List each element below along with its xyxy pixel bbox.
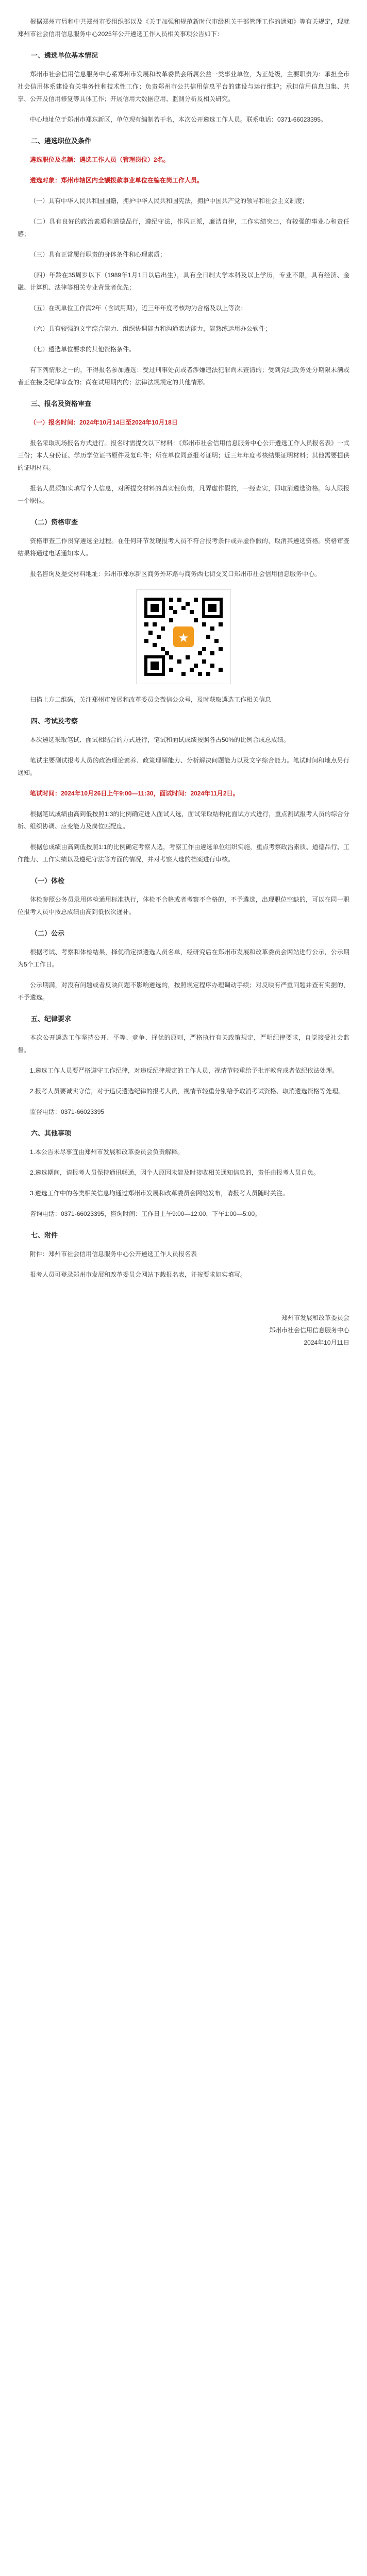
section-2-heading: 二、遴选职位及条件 — [31, 137, 92, 145]
section-3-subheading: （二）资格审查 — [31, 518, 78, 526]
section-3-paragraph: 报名采取现场报名方式进行。报名时需提交以下材料：《郑州市社会信用信息服务中心公开遴选工作人员报名表》一式三份；本人身份证、学历学位证书原件及复印件；所在单位同意报考证明；近三年年度考核结果证明材料；其他需要提供的证明材料。 — [18, 439, 349, 471]
section-2-paragraph: （四）年龄在35周岁以下（1989年1月1日以后出生），具有全日制大学本科及以上学历，专业不限，具有经济、金融、计算机、法律等相关专业背景者优先； — [18, 272, 349, 291]
section-5-paragraph: 本次公开遴选工作坚持公开、平等、竞争、择优的原则，严格执行有关政策规定，严明纪律要求，自觉接受社会监督。 — [18, 1034, 349, 1054]
signature-org: 郑州市社会信用信息服务中心 — [269, 1327, 349, 1334]
qr-wrapper — [18, 589, 349, 684]
section-5-paragraph: 2.报考人员要诚实守信，对于违反遴选纪律的报考人员，视情节轻重分别给予取消考试资格、取消遴选资格等处理。 — [30, 1088, 345, 1095]
section-5-heading: 五、纪律要求 — [31, 1015, 72, 1023]
section-3-paragraph: 报名咨询及提交材料地址：郑州市郑东新区商务外环路与商务西七街交叉口郑州市社会信用信息服务中心。 — [30, 570, 321, 578]
qr-code-graphic — [140, 594, 227, 680]
section-4-subheading: （一）体检 — [31, 877, 65, 885]
section-5-paragraph: 1.遴选工作人员要严格遵守工作纪律，对违反纪律规定的工作人员，视情节轻重给予批评教育或者依纪依法处理。 — [30, 1067, 339, 1074]
section-6-paragraph: 2.遴选期间，请报考人员保持通讯畅通，因个人原因未能及时接收相关通知信息的，责任由报考人员自负。 — [30, 1169, 320, 1176]
qr-caption: 扫描上方二维码，关注郑州市发展和改革委员会微信公众号，及时获取遴选工作相关信息 — [30, 696, 272, 703]
section-3-heading: 三、报名及资格审查 — [31, 400, 92, 408]
section-2-paragraph: （一）具有中华人民共和国国籍，拥护中华人民共和国宪法，拥护中国共产党的领导和社会主义制度； — [30, 197, 309, 205]
section-4-heading: 四、考试及考察 — [31, 717, 78, 725]
section-4-paragraph: 根据笔试成绩由高到低按照1:3的比例确定进入面试人选，面试采取结构化面试方式进行，重点测试报考人员的综合分析、组织协调、应变能力及岗位匹配度。 — [18, 810, 349, 830]
section-6-paragraph: 3.遴选工作中的各类相关信息均通过郑州市发展和改革委员会网站发布，请报考人员随时关注。 — [30, 1190, 289, 1197]
section-7-paragraph: 附件：郑州市社会信用信息服务中心公开遴选工作人员报名表 — [30, 1250, 197, 1258]
section-1-paragraph: 郑州市社会信用信息服务中心系郑州市发展和改革委员会所属公益一类事业单位，为正处级，主要职责为：承担全市社会信用体系建设有关事务性和技术性工作；负责郑州市公共信用信息平台的建设与运行维护；承担信用信息归集、共享、公开及信用修复等具体工作；开展信用大数据应用、监测分析及相关研究。 — [18, 71, 349, 103]
section-2-paragraph: （七）遴选单位要求的其他资格条件。 — [30, 346, 136, 353]
section-4-paragraph: 根据考试、考察和体检结果，择优确定拟遴选人员名单，经研究后在郑州市发展和改革委员会网站进行公示，公示期为5个工作日。 — [18, 948, 349, 968]
section-4-highlight: 笔试时间：2024年10月26日上午9:00—11:30，面试时间：2024年11月2日。 — [30, 790, 239, 797]
signature-block — [18, 1312, 349, 1349]
section-6-heading: 六、其他事项 — [31, 1129, 72, 1137]
section-7-paragraph: 报考人员可登录郑州市发展和改革委员会网站下载报名表，并按要求如实填写。 — [30, 1271, 247, 1278]
section-4-paragraph: 本次遴选采取笔试、面试相结合的方式进行，笔试和面试成绩按照各占50%的比例合成总成绩。 — [30, 736, 290, 743]
section-4-subheading: （二）公示 — [31, 929, 65, 937]
section-4-paragraph: 公示期满，对没有问题或者反映问题不影响遴选的，按照规定程序办理调动手续；对反映有严重问题并查有实据的，不予遴选。 — [18, 981, 349, 1001]
section-2-paragraph: 有下列情形之一的，不得报名参加遴选：受过刑事处罚或者涉嫌违法犯罪尚未查清的；受到党纪政务处分期限未满或者正在接受纪律审查的；尚在试用期内的；法律法规规定的其他情形。 — [18, 366, 349, 386]
section-4-paragraph: 体检参照公务员录用体检通用标准执行，体检不合格或者考察不合格的，不予遴选，出现职位空缺的，可以在同一职位报考人员中按总成绩由高到低依次递补。 — [18, 896, 349, 916]
section-6-paragraph: 咨询电话：0371-66023395，咨询时间：工作日上午9:00—12:00，下午1:00—5:00。 — [30, 1210, 261, 1217]
signature-org: 郑州市发展和改革委员会 — [281, 1314, 349, 1321]
section-2-paragraph: （二）具有良好的政治素质和道德品行，遵纪守法，作风正派，廉洁自律，工作实绩突出，有较强的事业心和责任感； — [18, 218, 349, 238]
section-1-paragraph: 中心地址位于郑州市郑东新区，单位现有编制若干名，本次公开遴选工作人员。联系电话：0371-66023395。 — [30, 116, 327, 123]
section-1-heading: 一、遴选单位基本情况 — [31, 52, 98, 59]
section-3-paragraph: 报名人员须如实填写个人信息，对所提交材料的真实性负责，凡弄虚作假的，一经查实，即取消遴选资格。每人限报一个职位。 — [18, 485, 349, 504]
section-3-paragraph: 资格审查工作贯穿遴选全过程。在任何环节发现报考人员不符合报考条件或弄虚作假的，取消其遴选资格。资格审查结果将通过电话通知本人。 — [18, 537, 349, 557]
qr-code[interactable] — [136, 589, 231, 684]
section-4-paragraph: 根据总成绩由高到低按照1:1的比例确定考察人选，考察工作由遴选单位组织实施，重点考察政治素质、道德品行、工作能力、工作实绩以及遵纪守法等方面的情况，并对考察人选的档案进行审核。 — [18, 843, 349, 863]
section-4-paragraph: 笔试主要测试报考人员的政治理论素养、政策理解能力、分析解决问题能力以及文字综合能力。笔试时间和地点另行通知。 — [18, 757, 349, 776]
section-2-paragraph: （三）具有正常履行职责的身体条件和心理素质； — [30, 251, 166, 258]
section-6-paragraph: 1.本公告未尽事宜由郑州市发展和改革委员会负责解释。 — [30, 1148, 184, 1156]
signature-date: 2024年10月11日 — [304, 1339, 349, 1346]
svg-text:★: ★ — [178, 631, 189, 645]
section-2-highlight: 遴选职位及名额：遴选工作人员（管理岗位）2名。 — [30, 156, 170, 163]
section-2-paragraph: （五）在现单位工作满2年（含试用期），近三年年度考核均为合格及以上等次； — [30, 304, 247, 312]
section-2-paragraph: （六）具有较强的文字综合能力、组织协调能力和沟通表达能力，能熟练运用办公软件； — [30, 325, 272, 332]
section-7-heading: 七、附件 — [31, 1231, 58, 1239]
section-2-highlight: 遴选对象：郑州市辖区内全额拨款事业单位在编在岗工作人员。 — [30, 177, 204, 184]
intro-paragraph: 根据郑州市局和中共郑州市委组织部以及《关于加强和规范新时代市级机关干部管理工作的通知》等有关规定，现就郑州市社会信用信息服务中心2025年公开遴选工作人员相关事项公告如下： — [18, 18, 349, 38]
section-5-paragraph: 监督电话：0371-66023395 — [30, 1108, 105, 1115]
section-3-highlight: （一）报名时间：2024年10月14日至2024年10月18日 — [30, 419, 178, 426]
